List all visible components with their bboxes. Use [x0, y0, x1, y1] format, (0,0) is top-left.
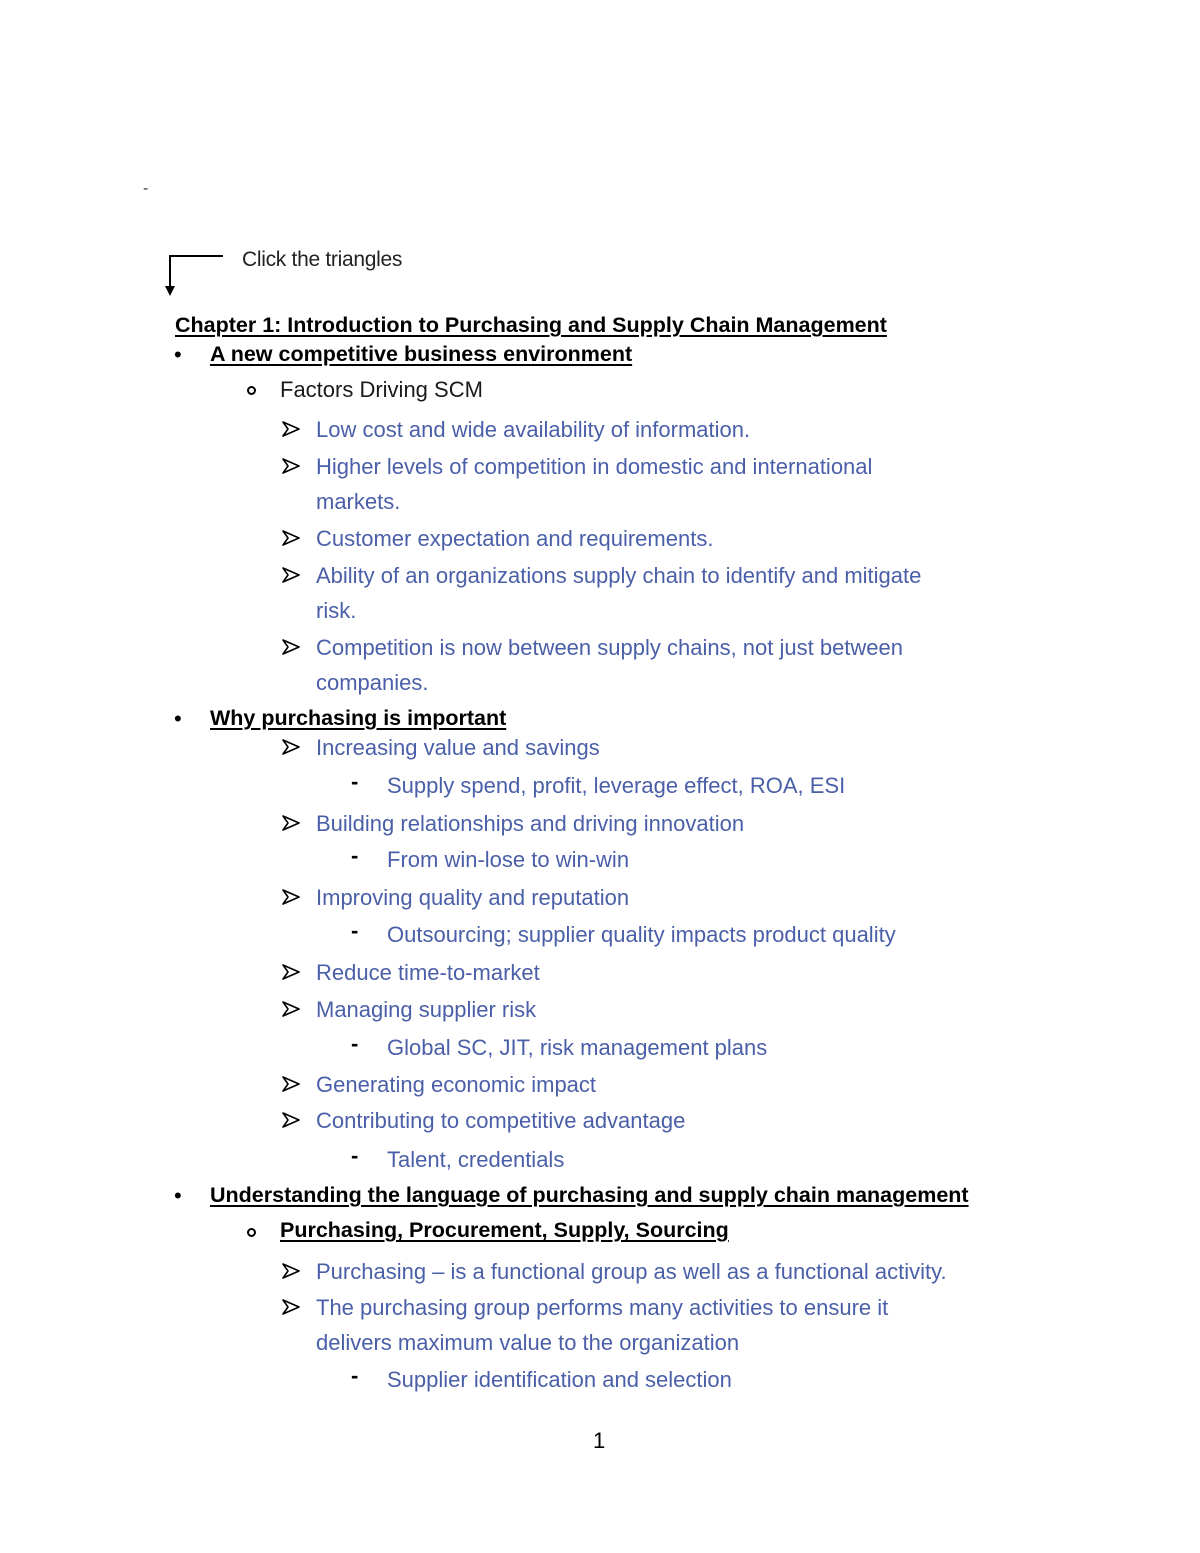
- bullet-icon: •: [174, 342, 182, 367]
- corner-arrow-icon[interactable]: [160, 248, 230, 300]
- arrow-bullet-icon[interactable]: [282, 1263, 300, 1279]
- arrow-bullet-icon[interactable]: [282, 964, 300, 980]
- list-item: Improving quality and reputation: [316, 885, 630, 910]
- list-item-continuation: delivers maximum value to the organization: [316, 1330, 740, 1355]
- sub-list-item: Supply spend, profit, leverage effect, ROA, ESI: [387, 773, 846, 798]
- arrow-bullet-icon[interactable]: [282, 1076, 300, 1092]
- sub-list-item: Global SC, JIT, risk management plans: [387, 1035, 768, 1060]
- list-item: Competition is now between supply chains, not just between: [316, 635, 904, 660]
- list-item: Contributing to competitive advantage: [316, 1108, 686, 1133]
- list-item: Ability of an organizations supply chain to identify and mitigate: [316, 563, 922, 588]
- section-heading-why-purchasing: Why purchasing is important: [210, 706, 507, 730]
- dash-bullet: -: [351, 918, 359, 943]
- bullet-icon: •: [174, 706, 182, 731]
- hint-label: Click the triangles: [242, 248, 403, 271]
- list-item: Low cost and wide availability of information.: [316, 417, 751, 442]
- section-heading-language: Understanding the language of purchasing and supply chain management: [210, 1183, 969, 1207]
- list-item: Reduce time-to-market: [316, 960, 540, 985]
- dash-bullet: -: [351, 843, 359, 868]
- sub-list-item: Outsourcing; supplier quality impacts product quality: [387, 922, 896, 947]
- arrow-bullet-icon[interactable]: [282, 421, 300, 437]
- list-item: Customer expectation and requirements.: [316, 526, 714, 551]
- circle-bullet-icon: [247, 1228, 256, 1237]
- dash-bullet: -: [351, 1031, 359, 1056]
- arrow-bullet-icon[interactable]: [282, 815, 300, 831]
- arrow-bullet-icon[interactable]: [282, 530, 300, 546]
- sub-list-item: Supplier identification and selection: [387, 1367, 732, 1392]
- list-item: Higher levels of competition in domestic and international: [316, 454, 873, 479]
- list-item-continuation: markets.: [316, 489, 401, 514]
- list-item: Managing supplier risk: [316, 997, 537, 1022]
- list-item: The purchasing group performs many activities to ensure it: [316, 1295, 889, 1320]
- arrow-bullet-icon[interactable]: [282, 458, 300, 474]
- list-item-continuation: companies.: [316, 670, 429, 695]
- arrow-bullet-icon[interactable]: [282, 739, 300, 755]
- dash-bullet: -: [351, 769, 359, 794]
- bullet-icon: •: [174, 1183, 182, 1208]
- dash-bullet: -: [351, 1363, 359, 1388]
- arrow-bullet-icon[interactable]: [282, 1112, 300, 1128]
- subheading-factors-driving-scm: Factors Driving SCM: [280, 377, 483, 402]
- sub-list-item: From win-lose to win-win: [387, 847, 630, 872]
- arrow-bullet-icon[interactable]: [282, 1001, 300, 1017]
- list-item-continuation: risk.: [316, 598, 357, 623]
- list-item: Increasing value and savings: [316, 735, 600, 760]
- sub-list-item: Talent, credentials: [387, 1147, 565, 1172]
- section-heading-competitive-environment: A new competitive business environment: [210, 342, 633, 366]
- top-dash-mark: -: [143, 180, 149, 197]
- list-item: Purchasing – is a functional group as well as a functional activity.: [316, 1259, 947, 1284]
- circle-bullet-icon: [247, 386, 256, 395]
- chapter-title: Chapter 1: Introduction to Purchasing and Supply Chain Management: [175, 313, 887, 337]
- list-item: Building relationships and driving innovation: [316, 811, 745, 836]
- arrow-bullet-icon[interactable]: [282, 889, 300, 905]
- subheading-purchasing-terms: Purchasing, Procurement, Supply, Sourcing: [280, 1218, 729, 1242]
- page-number: 1: [593, 1428, 606, 1453]
- dash-bullet: -: [351, 1143, 359, 1168]
- list-item: Generating economic impact: [316, 1072, 597, 1097]
- arrow-bullet-icon[interactable]: [282, 1299, 300, 1315]
- arrow-bullet-icon[interactable]: [282, 639, 300, 655]
- arrow-bullet-icon[interactable]: [282, 567, 300, 583]
